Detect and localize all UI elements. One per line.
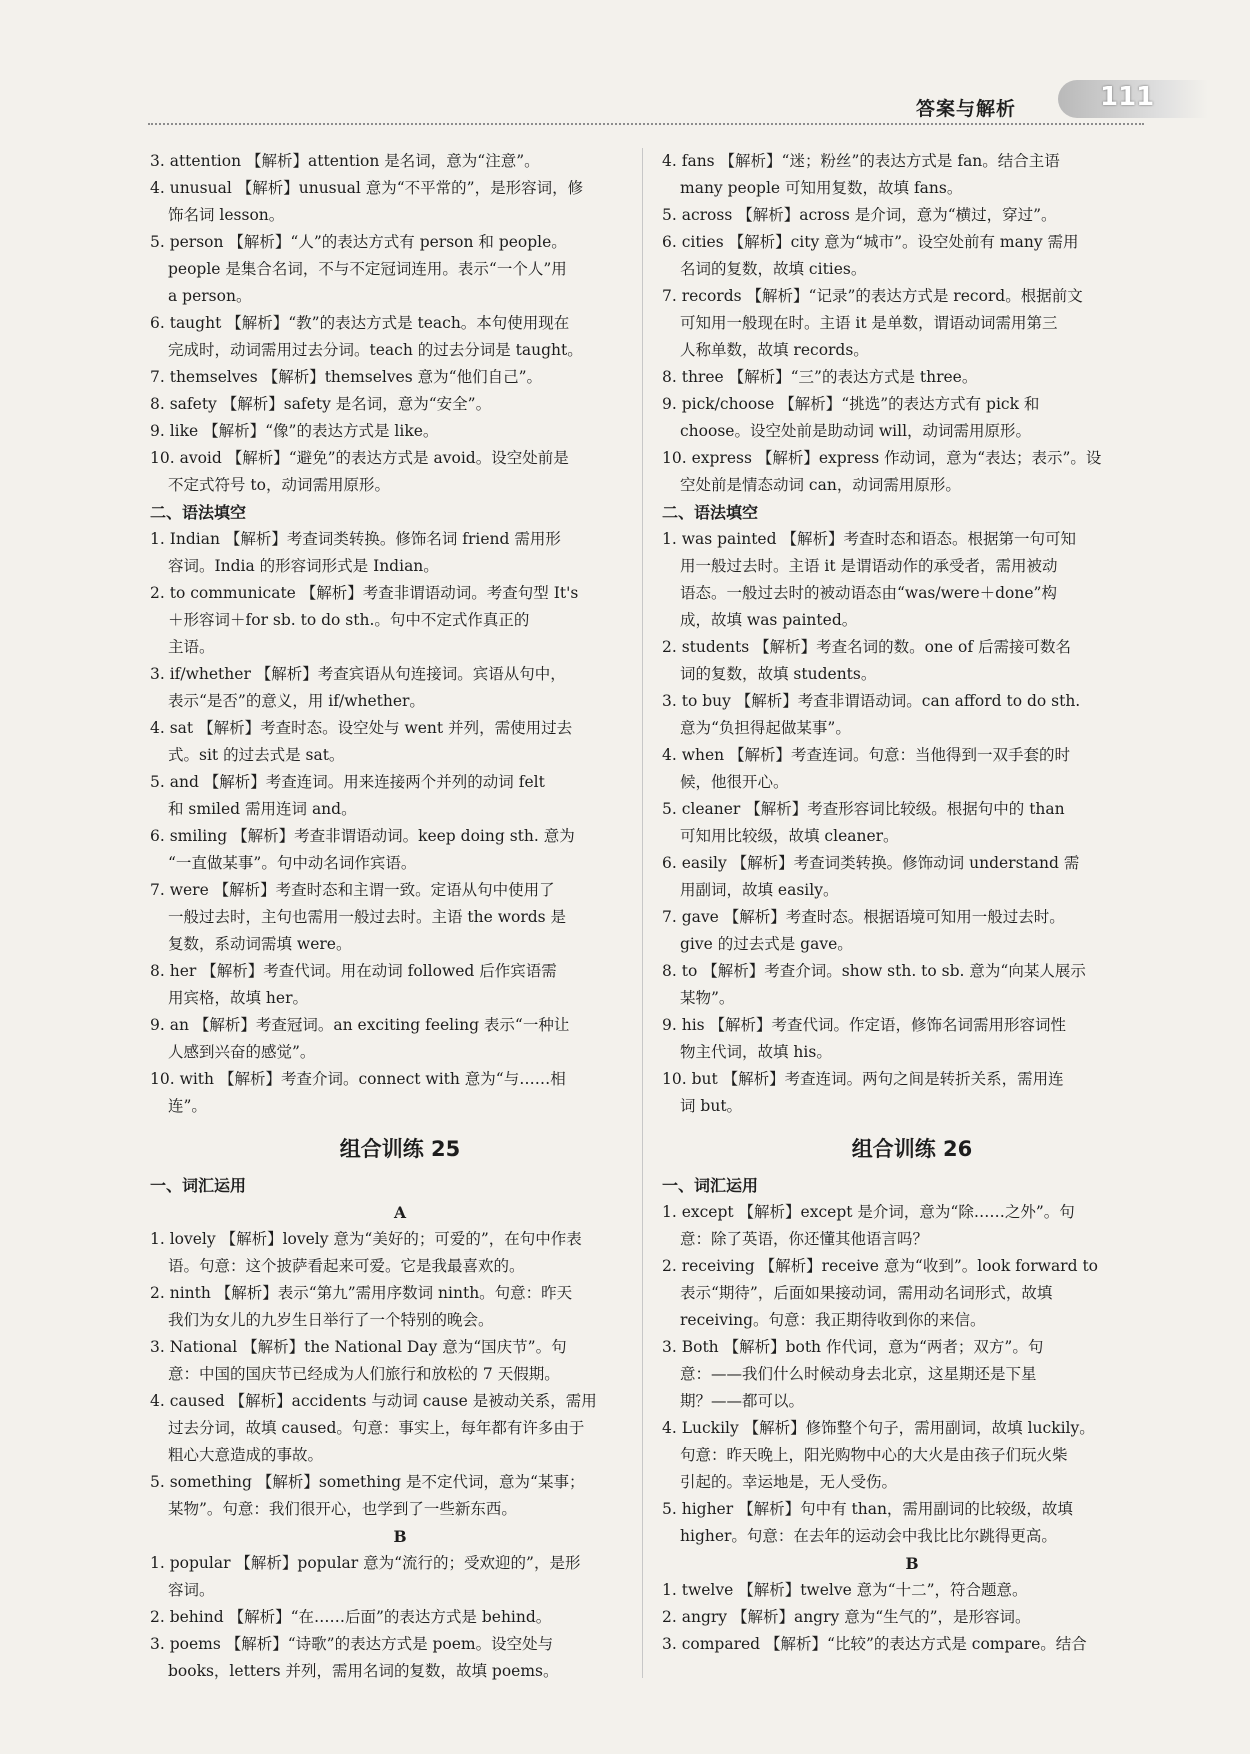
left-grammar-line: 主语。 bbox=[168, 638, 215, 656]
left-grammar-line: 2. to communicate 【解析】考查非谓语动词。考查句型 It's bbox=[150, 584, 579, 602]
right-column bbox=[662, 148, 1162, 1658]
g25-part-a-line: 语。句意：这个披萨看起来可爱。它是我最喜欢的。 bbox=[168, 1257, 525, 1275]
right-grammar-line: 意为“负担得起做某事”。 bbox=[680, 719, 851, 737]
left-grammar-line: 用宾格，故填 her。 bbox=[168, 989, 308, 1007]
right-grammar-line: 7. gave 【解析】考查时态。根据语境可知用一般过去时。 bbox=[662, 908, 1065, 926]
g26-part-a-line: 意：除了英语，你还懂其他语言吗？ bbox=[680, 1230, 929, 1248]
group-26-section: 一、词汇运用 bbox=[662, 1176, 759, 1195]
g25-part-a-line: 过去分词，故填 caused。句意：事实上，每年都有许多由于 bbox=[168, 1419, 585, 1437]
left-grammar-line: 5. and 【解析】考查连词。用来连接两个并列的动词 felt bbox=[150, 773, 545, 791]
right-vocab-line: 空处前是情态动词 can，动词需用原形。 bbox=[680, 476, 961, 494]
right-vocab-line: 10. express 【解析】express 作动词，意为“表达；表示”。设 bbox=[662, 449, 1102, 467]
left-grammar-line: 3. if/whether 【解析】考查宾语从句连接词。宾语从句中， bbox=[150, 665, 566, 683]
right-vocab-line: 名词的复数，故填 cities。 bbox=[680, 260, 867, 278]
left-grammar-line: 7. were 【解析】考查时态和主谓一致。定语从句中使用了 bbox=[150, 881, 555, 899]
left-vocab-line: people 是集合名词，不与不定冠词连用。表示“一个人”用 bbox=[168, 260, 567, 278]
right-grammar-line: 成，故填 was painted。 bbox=[680, 611, 858, 629]
g26-part-a-line: 表示“期待”，后面如果接动词，需用动名词形式，故填 bbox=[680, 1284, 1053, 1302]
left-grammar-line: 9. an 【解析】考查冠词。an exciting feeling 表示“一种让 bbox=[150, 1016, 570, 1034]
g25-part-b-line: 容词。 bbox=[168, 1581, 215, 1599]
left-vocab-line: 8. safety 【解析】safety 是名词，意为“安全”。 bbox=[150, 395, 492, 413]
left-vocab-line: 饰名词 lesson。 bbox=[168, 206, 285, 224]
g26-part-a-line: 期？——都可以。 bbox=[680, 1392, 805, 1410]
g25-part-a-line: 2. ninth 【解析】表示“第九”需用序数词 ninth。句意：昨天 bbox=[150, 1284, 573, 1302]
left-grammar-line: 6. smiling 【解析】考查非谓语动词。keep doing sth. 意为 bbox=[150, 827, 575, 845]
left-grammar-line: 式。sit 的过去式是 sat。 bbox=[168, 746, 345, 764]
g26-part-a-line: 2. receiving 【解析】receive 意为“收到”。look forward to bbox=[662, 1257, 1098, 1275]
left-column bbox=[150, 148, 650, 1685]
g25-part-a-line: 4. caused 【解析】accidents 与动词 cause 是被动关系，需用 bbox=[150, 1392, 597, 1410]
right-vocab-line: choose。设空处前是助动词 will，动词需用原形。 bbox=[680, 422, 1032, 440]
left-vocab-line: 完成时，动词需用过去分词。teach 的过去分词是 taught。 bbox=[168, 341, 583, 359]
g26-part-a-line: 1. except 【解析】except 是介词，意为“除……之外”。句 bbox=[662, 1203, 1075, 1221]
g26-part-b-line: 1. twelve 【解析】twelve 意为“十二”，符合题意。 bbox=[662, 1581, 1028, 1599]
g26-part-b-line: 3. compared 【解析】“比较”的表达方式是 compare。结合 bbox=[662, 1635, 1087, 1653]
g26-part-a-line: receiving。句意：我正期待收到你的来信。 bbox=[680, 1311, 986, 1329]
right-vocab-line: 9. pick/choose 【解析】“挑选”的表达方式有 pick 和 bbox=[662, 395, 1040, 413]
right-grammar-line: give 的过去式是 gave。 bbox=[680, 935, 853, 953]
right-grammar-line: 候，他很开心。 bbox=[680, 773, 789, 791]
left-grammar-line: 一般过去时，主句也需用一般过去时。主语 the words 是 bbox=[168, 908, 567, 926]
left-vocab-line: 3. attention 【解析】attention 是名词，意为“注意”。 bbox=[150, 152, 540, 170]
left-vocab-answers bbox=[150, 148, 650, 499]
left-vocab-line: a person。 bbox=[168, 287, 252, 305]
g26-part-a-line: 3. Both 【解析】both 作代词，意为“两者；双方”。句 bbox=[662, 1338, 1044, 1356]
right-grammar-line: 8. to 【解析】考查介词。show sth. to sb. 意为“向某人展示 bbox=[662, 962, 1086, 980]
left-grammar-line: 和 smiled 需用连词 and。 bbox=[168, 800, 357, 818]
g26-part-a-line: higher。句意：在去年的运动会中我比比尔跳得更高。 bbox=[680, 1527, 1057, 1545]
left-grammar-line: ＋形容词＋for sb. to do sth.。句中不定式作真正的 bbox=[168, 611, 530, 629]
group-25-part-b-answers bbox=[150, 1550, 650, 1685]
right-grammar-line: 1. was painted 【解析】考查时态和语态。根据第一句可知 bbox=[662, 530, 1076, 548]
left-vocab-line: 4. unusual 【解析】unusual 意为“不平常的”，是形容词，修 bbox=[150, 179, 584, 197]
left-grammar-line: 表示“是否”的意义，用 if/whether。 bbox=[168, 692, 425, 710]
left-grammar-line: 10. with 【解析】考查介词。connect with 意为“与……相 bbox=[150, 1070, 566, 1088]
right-grammar-line: 语态。一般过去时的被动语态由“was/were＋done”构 bbox=[680, 584, 1057, 602]
right-grammar-line: 6. easily 【解析】考查词类转换。修饰动词 understand 需 bbox=[662, 854, 1080, 872]
g25-part-a-line: 1. lovely 【解析】lovely 意为“美好的；可爱的”，在句中作表 bbox=[150, 1230, 582, 1248]
right-grammar-line: 2. students 【解析】考查名词的数。one of 后需接可数名 bbox=[662, 638, 1071, 656]
left-grammar-line: 复数，系动词需填 were。 bbox=[168, 935, 352, 953]
right-vocab-line: 可知用一般现在时。主语 it 是单数，谓语动词需用第三 bbox=[680, 314, 1058, 332]
g26-part-a-line: 意：——我们什么时候动身去北京，这星期还是下星 bbox=[680, 1365, 1037, 1383]
right-vocab-line: many people 可知用复数，故填 fans。 bbox=[680, 179, 963, 197]
left-grammar-line: “一直做某事”。句中动名词作宾语。 bbox=[168, 854, 417, 872]
g25-part-b-line: 2. behind 【解析】“在……后面”的表达方式是 behind。 bbox=[150, 1608, 552, 1626]
right-grammar-line: 用副词，故填 easily。 bbox=[680, 881, 839, 899]
right-vocab-line: 6. cities 【解析】city 意为“城市”。设空处前有 many 需用 bbox=[662, 233, 1079, 251]
g25-part-b-line: 1. popular 【解析】popular 意为“流行的；受欢迎的”，是形 bbox=[150, 1554, 581, 1572]
group-26-part-a-answers bbox=[662, 1199, 1162, 1550]
left-vocab-line: 不定式符号 to，动词需用原形。 bbox=[168, 476, 390, 494]
right-grammar-line: 词 but。 bbox=[680, 1097, 743, 1115]
right-grammar-line: 物主代词，故填 his。 bbox=[680, 1043, 832, 1061]
group-title-26: 组合训练 26 bbox=[851, 1137, 973, 1161]
g25-part-a-line: 某物”。句意：我们很开心，也学到了一些新东西。 bbox=[168, 1500, 517, 1518]
left-vocab-line: 7. themselves 【解析】themselves 意为“他们自己”。 bbox=[150, 368, 543, 386]
page-header bbox=[148, 82, 1155, 124]
g25-part-a-line: 我们为女儿的九岁生日举行了一个特别的晚会。 bbox=[168, 1311, 494, 1329]
left-vocab-line: 6. taught 【解析】“教”的表达方式是 teach。本句使用现在 bbox=[150, 314, 570, 332]
group-title-25: 组合训练 25 bbox=[339, 1137, 461, 1161]
right-grammar-answers bbox=[662, 526, 1162, 1120]
g26-part-b-line: 2. angry 【解析】angry 意为“生气的”，是形容词。 bbox=[662, 1608, 1031, 1626]
right-grammar-line: 4. when 【解析】考查连词。句意：当他得到一双手套的时 bbox=[662, 746, 1071, 764]
right-grammar-line: 10. but 【解析】考查连词。两句之间是转折关系，需用连 bbox=[662, 1070, 1064, 1088]
left-grammar-line: 1. Indian 【解析】考查词类转换。修饰名词 friend 需用形 bbox=[150, 530, 561, 548]
header-rule bbox=[148, 123, 1144, 125]
left-grammar-line: 4. sat 【解析】考查时态。设空处与 went 并列，需使用过去 bbox=[150, 719, 573, 737]
group-25-section: 一、词汇运用 bbox=[150, 1176, 247, 1195]
g25-part-b-line: books，letters 并列，需用名词的复数，故填 poems。 bbox=[168, 1662, 559, 1680]
right-vocab-line: 8. three 【解析】“三”的表达方式是 three。 bbox=[662, 368, 978, 386]
right-vocab-line: 7. records 【解析】“记录”的表达方式是 record。根据前文 bbox=[662, 287, 1083, 305]
left-grammar-line: 容词。India 的形容词形式是 Indian。 bbox=[168, 557, 439, 575]
g25-part-b-line: 3. poems 【解析】“诗歌”的表达方式是 poem。设空处与 bbox=[150, 1635, 554, 1653]
g26-part-a-line: 句意：昨天晚上，阳光购物中心的大火是由孩子们玩火柴 bbox=[680, 1446, 1068, 1464]
left-vocab-line: 9. like 【解析】“像”的表达方式是 like。 bbox=[150, 422, 439, 440]
right-vocab-answers bbox=[662, 148, 1162, 499]
group-25-part-a-answers bbox=[150, 1226, 650, 1523]
left-vocab-line: 10. avoid 【解析】“避免”的表达方式是 avoid。设空处前是 bbox=[150, 449, 569, 467]
left-vocab-line: 5. person 【解析】“人”的表达方式有 person 和 people。 bbox=[150, 233, 567, 251]
group-26-part-b-answers bbox=[662, 1577, 1162, 1658]
left-grammar-answers bbox=[150, 526, 650, 1120]
group-25-part-b: B bbox=[393, 1527, 407, 1546]
g26-part-a-line: 4. Luckily 【解析】修饰整个句子，需用副词，故填 luckily。 bbox=[662, 1419, 1095, 1437]
right-grammar-line: 用一般过去时。主语 it 是谓语动作的承受者，需用被动 bbox=[680, 557, 1058, 575]
right-grammar-heading: 二、语法填空 bbox=[662, 503, 759, 522]
right-grammar-line: 可知用比较级，故填 cleaner。 bbox=[680, 827, 899, 845]
right-vocab-line: 人称单数，故填 records。 bbox=[680, 341, 869, 359]
header-title: 答案与解析 bbox=[916, 98, 1017, 120]
page-number: 111 bbox=[1100, 82, 1155, 112]
g26-part-a-line: 5. higher 【解析】句中有 than，需用副词的比较级，故填 bbox=[662, 1500, 1073, 1518]
left-grammar-heading: 二、语法填空 bbox=[150, 503, 247, 522]
group-26-part-b: B bbox=[905, 1554, 919, 1573]
right-grammar-line: 9. his 【解析】考查代词。作定语，修饰名词需用形容词性 bbox=[662, 1016, 1067, 1034]
g25-part-a-line: 5. something 【解析】something 是不定代词，意为“某事； bbox=[150, 1473, 585, 1491]
g25-part-a-line: 意：中国的国庆节已经成为人们旅行和放松的 7 天假期。 bbox=[168, 1365, 560, 1383]
right-grammar-line: 5. cleaner 【解析】考查形容词比较级。根据句中的 than bbox=[662, 800, 1065, 818]
left-grammar-line: 人感到兴奋的感觉”。 bbox=[168, 1043, 316, 1061]
g25-part-a-line: 粗心大意造成的事故。 bbox=[168, 1446, 324, 1464]
right-grammar-line: 某物”。 bbox=[680, 989, 735, 1007]
right-vocab-line: 5. across 【解析】across 是介词，意为“横过，穿过”。 bbox=[662, 206, 1057, 224]
right-grammar-line: 3. to buy 【解析】考查非谓语动词。can afford to do sth. bbox=[662, 692, 1081, 710]
right-vocab-line: 4. fans 【解析】“迷；粉丝”的表达方式是 fan。结合主语 bbox=[662, 152, 1060, 170]
left-grammar-line: 连”。 bbox=[168, 1097, 207, 1115]
right-grammar-line: 词的复数，故填 students。 bbox=[680, 665, 877, 683]
left-grammar-line: 8. her 【解析】考查代词。用在动词 followed 后作宾语需 bbox=[150, 962, 557, 980]
g26-part-a-line: 引起的。幸运地是，无人受伤。 bbox=[680, 1473, 898, 1491]
group-25-part-a: A bbox=[393, 1203, 407, 1222]
g25-part-a-line: 3. National 【解析】the National Day 意为“国庆节”。句 bbox=[150, 1338, 567, 1356]
